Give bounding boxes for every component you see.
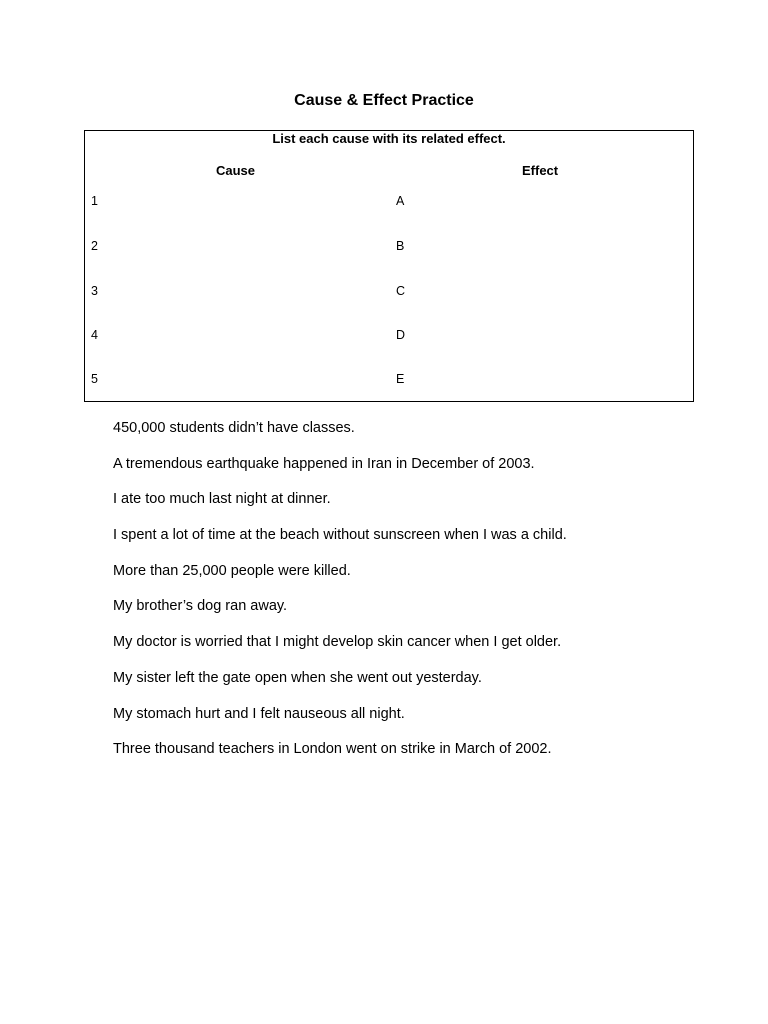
cause-column-header: Cause (216, 163, 256, 178)
statement-item: A tremendous earthquake happened in Iran in December of 2003. (113, 455, 535, 472)
table-instruction: List each cause with its related effect. (272, 131, 506, 146)
effect-row-letter: A (396, 194, 405, 208)
cause-row-number: 2 (91, 239, 98, 253)
cause-row-number: 3 (91, 284, 98, 298)
statement-item: My doctor is worried that I might develop skin cancer when I get older. (113, 634, 562, 651)
statement-item: Three thousand teachers in London went on strike in March of 2002. (113, 741, 552, 758)
cause-row-number: 1 (91, 194, 98, 208)
statement-item: My stomach hurt and I felt nauseous all night. (113, 705, 405, 722)
statement-item: My sister left the gate open when she went out yesterday. (113, 669, 482, 686)
cause-row-number: 4 (91, 328, 98, 342)
statement-item: I spent a lot of time at the beach without sunscreen when I was a child. (113, 527, 567, 544)
page-title: Cause & Effect Practice (294, 92, 474, 109)
effect-row-letter: C (396, 284, 406, 298)
statement-list (113, 419, 713, 776)
statement-item: I ate too much last night at dinner. (113, 491, 331, 508)
statement-item: My brother’s dog ran away. (113, 598, 288, 615)
effect-row-letter: D (396, 328, 406, 342)
cause-effect-table (84, 130, 694, 402)
statement-item: 450,000 students didn’t have classes. (113, 420, 355, 436)
effect-row-letter: B (396, 239, 405, 253)
effect-row-letter: E (396, 372, 405, 386)
effect-column-header: Effect (522, 163, 559, 178)
statement-item: More than 25,000 people were killed. (113, 562, 351, 579)
cause-row-number: 5 (91, 372, 98, 386)
